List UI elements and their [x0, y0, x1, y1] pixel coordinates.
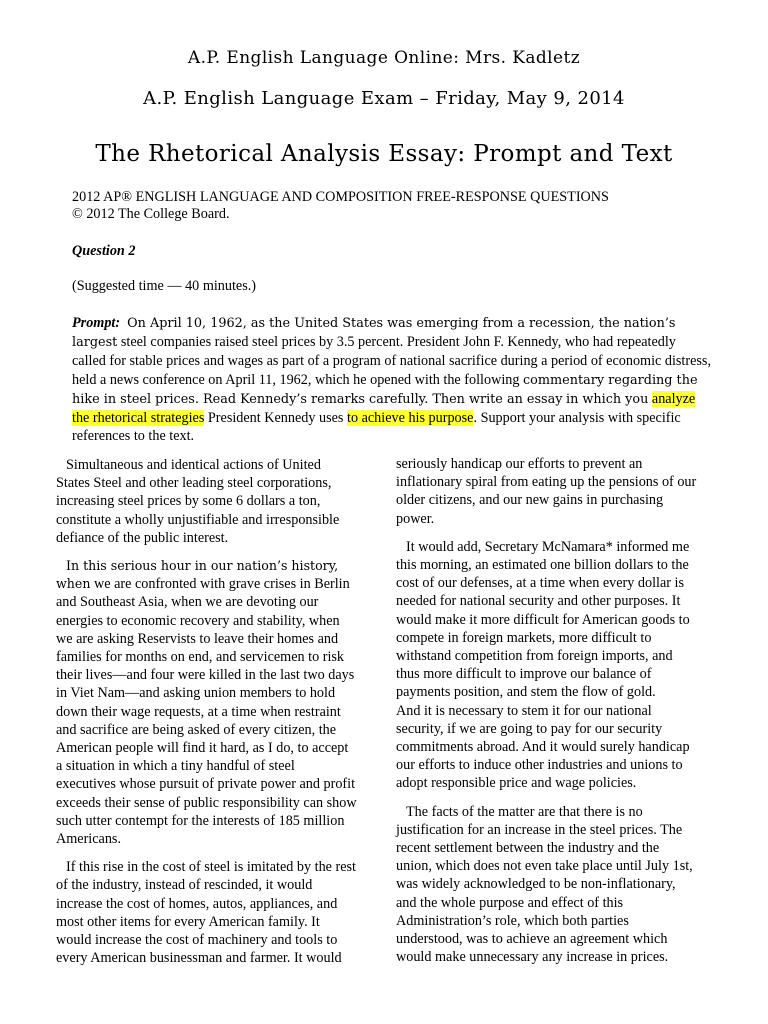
speech-paragraph: It would add, Secretary McNamara* informed me this morning, an estimated one billion dollars to the cost of our defenses, at a time when every dollar is needed for national security and other purposes. It would make it more difficult for American goods to compete in foreign markets, more difficult to withstand competition from foreign imports, and thus more difficult to improve our balance of payments position, and stem the flow of gold.: [396, 538, 690, 701]
speech-paragraph: The facts of the matter are that there is no justification for an increase in the steel prices. The recent settlement between the industry and the union, which does not even take place until July 1st, was widely acknowledged to be non-inflationary, and the whole purpose and effect of this Administration’s role, which both parties understood, was to achieve an agreement which would make unnecessary any increase in prices.: [396, 803, 693, 966]
speech-right-column: [396, 455, 698, 966]
speech-left-column: [56, 456, 358, 967]
page-title: The Rhetorical Analysis Essay: Prompt and Text: [95, 141, 673, 167]
prompt-text-1: On April 10, 1962, as the United States was emerging from a recession, the nation’s largest: [72, 316, 676, 351]
source-line-2: © 2012 The College Board.: [72, 206, 230, 222]
speech-paragraph: Simultaneous and identical actions of United States Steel and other leading steel corporations, increasing steel prices by some 6 dollars a ton, constitute a wholly unjustifiable and irresponsible defiance of the public interest.: [56, 457, 340, 546]
source-line-1: 2012 AP® ENGLISH LANGUAGE AND COMPOSITION FREE-RESPONSE QUESTIONS: [72, 189, 609, 205]
prompt-text-2: steel companies raised steel prices by 3.5 percent. President John F. Kennedy, who had repeatedly called for stable prices and wages as part of a program of national sacrifice during a period of economic distress, held a news conference on April 11, 1962, which he opened with the following: [72, 334, 711, 388]
suggested-time: (Suggested time — 40 minutes.): [72, 278, 257, 294]
source-citation: [72, 189, 712, 223]
prompt-text-3: commentary regarding the hike in steel prices. Read Kennedy’s remarks carefully. Then write an essay: [72, 372, 698, 407]
exam-date-header: A.P. English Language Exam – Friday, May 9, 2014: [143, 88, 625, 109]
speech-paragraph: seriously handicap our efforts to prevent an inflationary spiral from eating up the pensions of our older citizens, and our new gains in purchasing power.: [396, 456, 697, 527]
prompt-text-6: . Support your analysis with specific references to the text.: [72, 410, 681, 445]
speech-text: we are confronted with grave crises in Berlin and Southeast Asia, when we are devoting our energies to economic recovery and stability, when we are asking Reservists to leave their homes and families for months on end, and servicemen to risk their lives—and four were killed in the last two days in Viet Nam—and asking union members to hold down their wage requests, at a time when restraint and sacrifice are being asked of every citizen, the American people will find it hard, as I do, to accept a situation in which a tiny handful of steel executives whose pursuit of private power and profit exceeds their sense of public responsibility can show such utter contempt for the interests of 185 million Americans.: [56, 576, 357, 848]
question-label: Question 2: [72, 243, 136, 259]
prompt-label: Prompt:: [72, 315, 121, 331]
prompt-paragraph: [72, 314, 712, 445]
speech-paragraph: [56, 557, 358, 848]
prompt-text-4: in which you: [566, 391, 649, 407]
course-header: A.P. English Language Online: Mrs. Kadletz: [187, 48, 581, 68]
speech-paragraph: And it is necessary to stem it for our national security, if we are going to pay for our security commitments abroad. And it would surely handicap our efforts to induce other industries and unions to adopt responsible price and wage policies.: [396, 702, 690, 792]
speech-text: In this serious hour in our nation’s history, when: [56, 558, 339, 592]
speech-paragraph: If this rise in the cost of steel is imitated by the rest of the industry, instead of rescinded, it would increase the cost of homes, autos, appliances, and most other items for every American family. It would increase the cost of machinery and tools to every American businessman and farmer. It would: [56, 859, 356, 967]
prompt-text-5: President Kennedy uses: [207, 410, 344, 427]
highlight-rhetorical-strategies: analyze the rhetorical strategies: [72, 390, 696, 427]
highlight-achieve-purpose: to achieve his purpose: [347, 410, 474, 427]
